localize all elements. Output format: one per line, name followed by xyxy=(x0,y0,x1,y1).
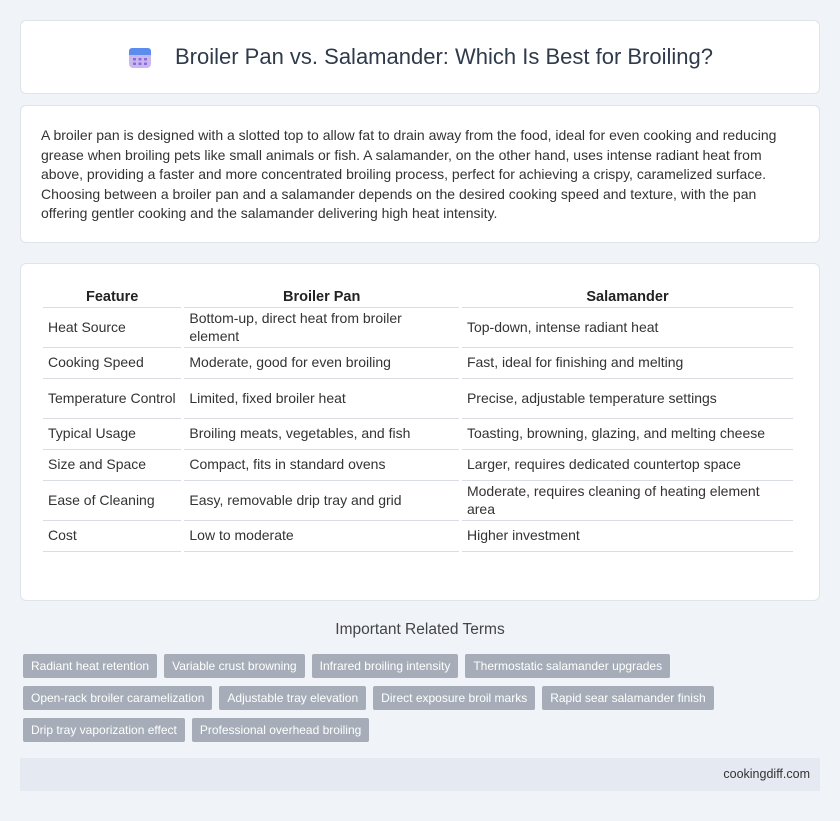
header-salamander: Salamander xyxy=(462,284,793,308)
intro-card xyxy=(20,105,820,243)
cell-broiler-pan: Low to moderate xyxy=(184,521,459,552)
comparison-table xyxy=(40,284,796,552)
cell-salamander: Precise, adjustable temperature settings xyxy=(462,379,793,419)
related-tag[interactable]: Direct exposure broil marks xyxy=(373,686,535,710)
related-terms-list xyxy=(23,654,823,750)
calendar-icon xyxy=(127,44,153,70)
related-tag[interactable]: Rapid sear salamander finish xyxy=(542,686,713,710)
title-card xyxy=(20,20,820,94)
cell-broiler-pan: Easy, removable drip tray and grid xyxy=(184,481,459,521)
table-row xyxy=(43,419,793,450)
related-tag[interactable]: Infrared broiling intensity xyxy=(312,654,459,678)
header-feature: Feature xyxy=(43,284,181,308)
table-row xyxy=(43,379,793,419)
cell-salamander: Top-down, intense radiant heat xyxy=(462,308,793,348)
related-tag[interactable]: Open-rack broiler caramelization xyxy=(23,686,212,710)
cell-feature: Cost xyxy=(43,521,181,552)
cell-salamander: Fast, ideal for finishing and melting xyxy=(462,348,793,379)
cell-broiler-pan: Bottom-up, direct heat from broiler element xyxy=(184,308,459,348)
cell-feature: Cooking Speed xyxy=(43,348,181,379)
comparison-card xyxy=(20,263,820,601)
footer-site-link[interactable]: cookingdiff.com xyxy=(723,767,810,781)
table-row xyxy=(43,481,793,521)
cell-salamander: Toasting, browning, glazing, and melting cheese xyxy=(462,419,793,450)
related-tag[interactable]: Thermostatic salamander upgrades xyxy=(465,654,670,678)
cell-feature: Typical Usage xyxy=(43,419,181,450)
related-tag[interactable]: Variable crust browning xyxy=(164,654,305,678)
cell-salamander: Larger, requires dedicated countertop space xyxy=(462,450,793,481)
table-row xyxy=(43,450,793,481)
related-tag[interactable]: Drip tray vaporization effect xyxy=(23,718,185,742)
related-terms-title: Important Related Terms xyxy=(335,621,505,638)
table-row xyxy=(43,521,793,552)
cell-feature: Size and Space xyxy=(43,450,181,481)
related-tag[interactable]: Radiant heat retention xyxy=(23,654,157,678)
table-header-row xyxy=(43,284,793,308)
cell-feature: Temperature Control xyxy=(43,379,181,419)
related-tag[interactable]: Adjustable tray elevation xyxy=(219,686,366,710)
footer xyxy=(20,758,820,791)
cell-feature: Ease of Cleaning xyxy=(43,481,181,521)
related-tag[interactable]: Professional overhead broiling xyxy=(192,718,369,742)
cell-salamander: Higher investment xyxy=(462,521,793,552)
page-title: Broiler Pan vs. Salamander: Which Is Best for Broiling? xyxy=(174,44,713,69)
cell-broiler-pan: Limited, fixed broiler heat xyxy=(184,379,459,419)
cell-broiler-pan: Broiling meats, vegetables, and fish xyxy=(184,419,459,450)
table-row xyxy=(43,308,793,348)
intro-paragraph: A broiler pan is designed with a slotted top to allow fat to drain away from the food, ideal for even cooking and reducing grease when broiling pets like small animals or fish. A salamander, on the other hand, uses intense radiant heat from above, providing a faster and more concentrated broiling process, perfect for achieving a crispy, caramelized surface. Choosing between a broiler pan and a salamander depends on the desired cooking speed and texture, with the pan offering gentler cooking and the salamander delivering high heat intensity. xyxy=(41,127,777,221)
cell-feature: Heat Source xyxy=(43,308,181,348)
tag-row xyxy=(23,654,823,678)
header-broiler-pan: Broiler Pan xyxy=(184,284,459,308)
tag-row xyxy=(23,686,823,710)
cell-salamander: Moderate, requires cleaning of heating element area xyxy=(462,481,793,521)
tag-row xyxy=(23,718,823,742)
cell-broiler-pan: Moderate, good for even broiling xyxy=(184,348,459,379)
table-row xyxy=(43,348,793,379)
cell-broiler-pan: Compact, fits in standard ovens xyxy=(184,450,459,481)
